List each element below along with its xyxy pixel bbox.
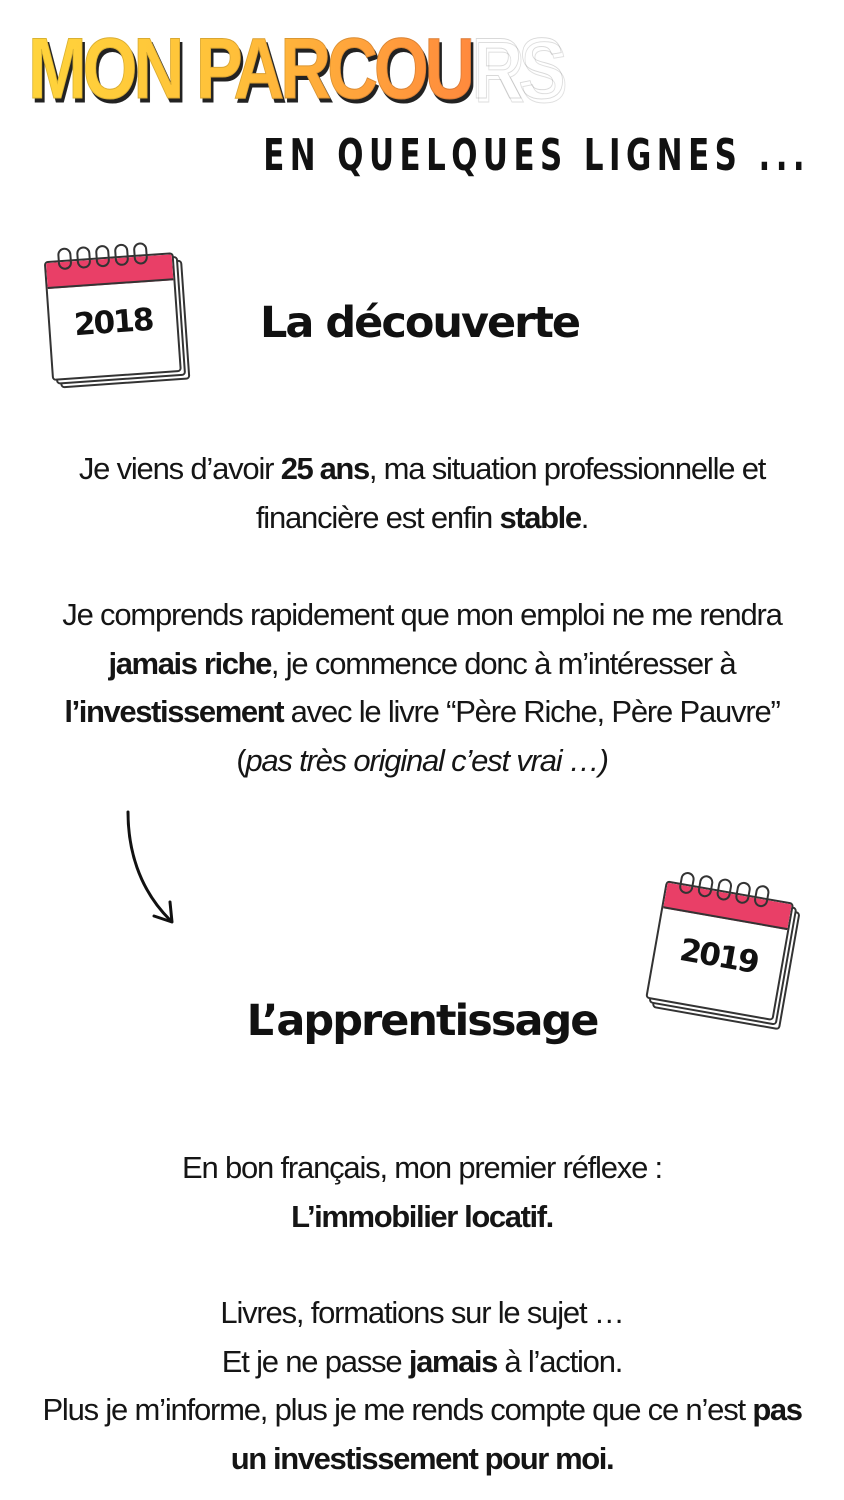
- section-1-paragraph-1: [40, 445, 804, 542]
- text-run: pas un investissement pour moi.: [230, 1392, 802, 1476]
- section-1-paragraph-2: [40, 591, 804, 785]
- text-run: 25 ans: [280, 451, 369, 486]
- text-run: Et je ne passe: [221, 1343, 409, 1379]
- text-run: l’investissement: [64, 694, 284, 729]
- section-2-paragraph-1: [40, 1144, 804, 1241]
- text-run: Je comprends rapidement que mon emploi ne me rendra: [62, 597, 782, 632]
- text-run: jamais: [408, 1343, 497, 1379]
- text-run: jamais riche: [108, 645, 271, 681]
- text-run: Plus je m’informe, plus je me rends compte que ce n’est: [42, 1392, 753, 1427]
- curved-arrow-icon: [118, 808, 198, 938]
- section-title-apprentissage: L’apprentissage: [246, 996, 598, 1046]
- text-run: Livres, formations sur le sujet …: [220, 1295, 624, 1330]
- text-run: pas très original c’est vrai …): [245, 742, 608, 778]
- text-run: .: [580, 499, 589, 535]
- section-2-paragraph-2: [40, 1289, 804, 1483]
- calendar-year: 2019: [676, 932, 761, 982]
- text-run: stable: [499, 499, 581, 535]
- text-run: Je viens d’avoir: [78, 451, 281, 486]
- section-title-decouverte: La découverte: [260, 298, 580, 348]
- text-run: En bon français, mon premier réflexe :: [182, 1150, 662, 1185]
- calendar-2018-icon: [41, 239, 201, 399]
- text-run: , ma situation professionnelle et financière est enfin: [255, 451, 766, 535]
- page-subtitle: EN QUELQUES LIGNES ...: [263, 130, 810, 181]
- page-title: MON PARCOURS: [28, 21, 562, 117]
- text-run: à l’action.: [497, 1343, 623, 1379]
- text-run: avec le livre “Père Riche, Père Pauvre” (: [236, 694, 780, 778]
- calendar-year: 2018: [72, 301, 154, 344]
- text-run: , je commence donc à m’intéresser à: [270, 645, 736, 681]
- text-run: L’immobilier locatif.: [291, 1198, 553, 1234]
